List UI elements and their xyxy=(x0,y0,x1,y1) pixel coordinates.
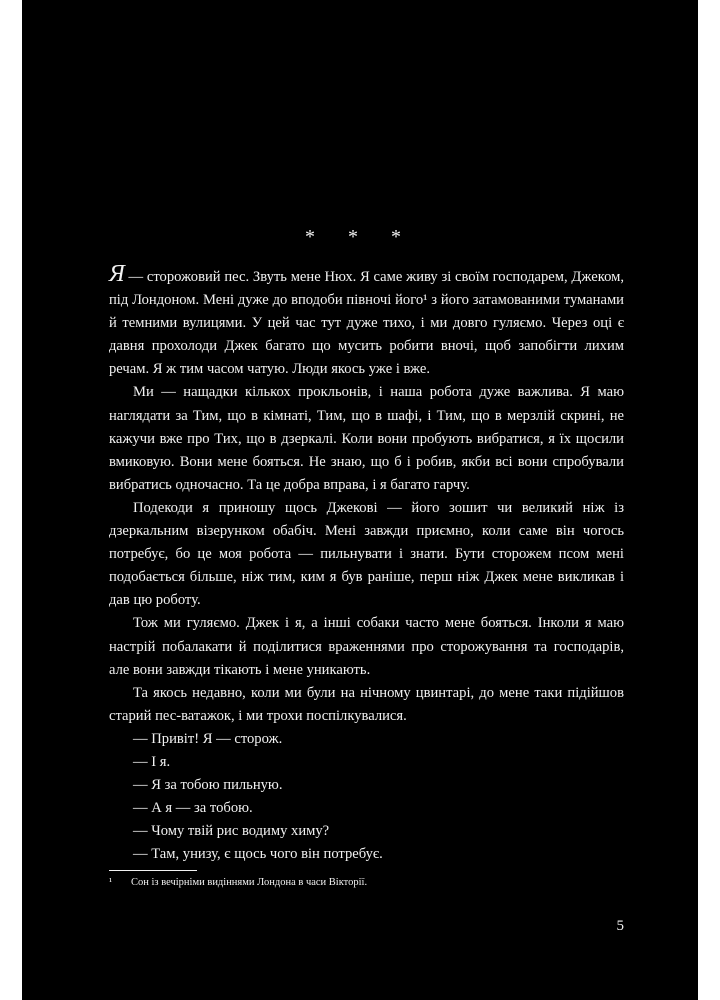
page-number: 5 xyxy=(616,918,624,934)
paragraph: Та якось недавно, коли ми були на нічному цвинтарі, до мене таки підійшов старий пес-ватажок, і ми трохи поспілкувалися. xyxy=(109,684,624,724)
paragraph: Ми — нащадки кількох прокльонів, і наша робота дуже важлива. Я маю наглядати за Тим, що в кімнаті, Тим, що в шафі, і Тим, що в мерзлій скрині, не кажучи вже про Тих, що в дзеркалі. Коли вони пробують вибратися, я їх щосили вмиковую. Вони мене бояться. Не знаю, що б і робив, якби всі вони спробували вибратись одночасно. Та це добра вправа, і я багато гарчу. xyxy=(109,384,624,493)
dialogue-line: — І я. xyxy=(133,753,171,770)
section-separator: * * * xyxy=(305,226,415,248)
dialogue-line: — Чому твій рис водиму химу? xyxy=(133,823,330,840)
footnote xyxy=(109,876,624,890)
left-margin-strip xyxy=(0,0,22,1000)
dialogue-line: — Там, унизу, є щось чого він потребує. xyxy=(133,846,383,863)
footnote-text: Сон із вечірніми видіннями Лондона в часи Вікторії. xyxy=(131,877,368,888)
paragraph: Тож ми гуляємо. Джек і я, а інші собаки часто мене бояться. Інколи я маю настрій побалакати й поділитися враженнями про сторожування та господарів, але вони завжди тікають і мене уникають. xyxy=(109,615,624,678)
paragraph xyxy=(109,261,624,381)
dialogue-line: — А я — за тобою. xyxy=(133,800,253,817)
drop-cap: Я xyxy=(109,261,125,287)
footnote-mark: ¹ xyxy=(109,877,113,888)
dialogue-line: — Я за тобою пильную. xyxy=(133,777,283,794)
dialogue-line: — Привіт! Я — сторож. xyxy=(133,730,283,747)
footnote-rule xyxy=(109,870,197,871)
right-margin-strip xyxy=(698,0,720,1000)
body-text xyxy=(109,261,624,866)
paragraph-text: — сторожовий пес. Звуть мене Нюх. Я саме живу зі своїм господарем, Джеком, під Лондоном. Мені дуже до вподоби півночі його¹ з його затамованими туманами й темними вулицями. У цей час тут дуже тихо, і ми довго гуляємо. Через оці є давня прохолоди Джек багато що мусить робити вночі, щоб запобігти лихим речам. Я ж тим часом чатую. Люди якось уже і вже. xyxy=(109,269,624,378)
paragraph: Подекоди я приношу щось Джекові — його зошит чи великий ніж із дзеркальним візерунком обабіч. Мені завжди приємно, коли саме він чогось потребує, бо це моя робота — пильнувати і знати. Бути сторожем псом мені подобається більше, ніж тим, ким я був раніше, перш ніж Джек мене викликав і дав цю роботу. xyxy=(109,499,624,609)
